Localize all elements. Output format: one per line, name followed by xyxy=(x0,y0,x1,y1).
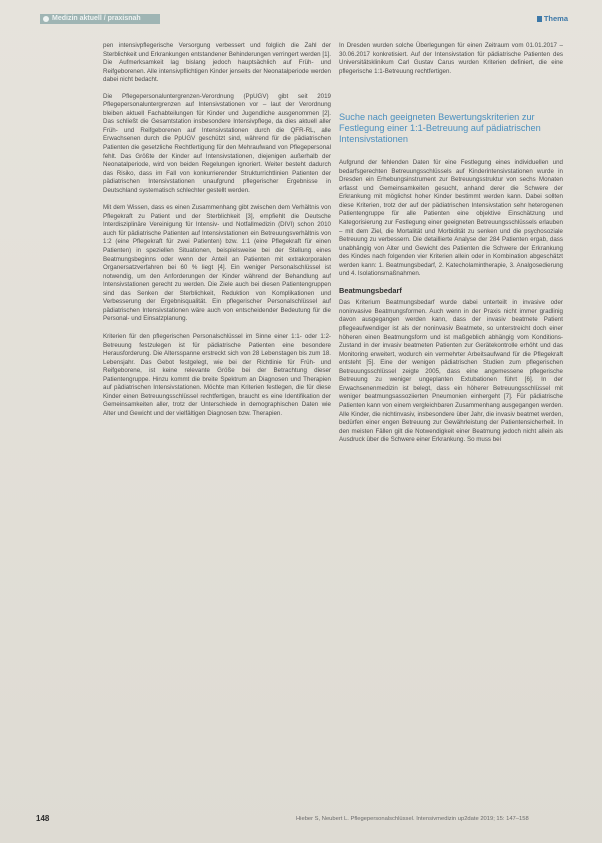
rubric-label: Medizin aktuell / praxisnah xyxy=(52,15,141,22)
right-paragraph-2: Aufgrund der fehlenden Daten für eine Festlegung eines individuellen und bedarfsgerechten Betreuungsschlüssels auf Kinderintensivstationen wurde in Dresden ein Erhebungsinstrument zur Betreuungsstruktur von sechs Monaten erfasst und Gemeinsamkeiten gesucht, anhand derer die Schwere der Erkrankung mit möglichst hoher Kinder bestimmt werden kann. Dabei sollten diese Kriterien, trotz der auf der pädiatrischen Intensivstation sehr heterogenen Patientengruppe für alle Patienten eine objektive Einschätzung und Kategorisierung zur Festlegung einer geeigneten Betreuungsschlüssels erlauben – mit dem Ziel, die Mortalität und Morbidität zu senken und die psychosoziale Betreuung zu verbessern. Die detaillierte Analyse der 284 Patienten ergab, dass unabhängig von Alter und Gewicht des Patienten die Schwere der Erkrankung des Kindes nach folgenden vier Kriterien allein oder in Kombination abgeschätzt werden kann: 1. Beatmungsbedarf, 2. Katecholamintherapie, 3. Analgosedierung und 4. Isolationsmaßnahmen. xyxy=(339,159,563,278)
section-label xyxy=(537,14,568,24)
right-paragraph-3: Das Kriterium Beatmungsbedarf wurde dabei unterteilt in invasive oder noninvasive Beatmungsformen. Auch wenn in der Praxis nicht immer gradlinig davon ausgegangen werden kann, dass der invasiv beatmete Patient pflegeaufwendiger ist als der noninvasiv Beatmete, so unterstreicht doch einer höheren einen Beatmungsform und ist maßgeblich abhängig vom Konditions-Zustand in der invasiv beatmeten Patienten zur Gerätekontrolle erhöht und das Monitoring erweitert, wodurch ein vermehrter Arbeitsaufwand für die Pflegekraft entsteht [5]. Eine der wenigen pädiatrischen Studien zum pflegerischen Betreuungsschlüssel zeigte 2005, dass eine angemessene pflegerische Betreuung zu weniger ungeplanten Extubationen führt [6]. In der Erwachsenenmedizin ist belegt, dass ein höherer Betreuungsschlüssel mit weniger beatmungsassoziierten Pneumonien einhergeht [7]. Für pädiatrische Patienten kann von einem vergleichbaren Zusammenhang ausgegangen werden. Alle Kinder, die nichtinvasiv, insbesondere über Jahr, die invasiv beatmet werden, bedürfen einer engen Betreuung zur Gewährleistung der Patientensicherheit. In den meisten Fällen gilt die Notwendigkeit einer Beatmung jedoch nicht allein als Ausdruck über die Schwere einer Erkrankung. So muss bei xyxy=(339,299,563,444)
section-subheading: Suche nach geeigneten Bewertungskriterien zur Festlegung einer 1:1-Betreuung auf pädiatrischen Intensivstationen xyxy=(339,112,541,145)
left-paragraph-2: Die Pflegepersonaluntergrenzen-Verordnung (PpUGV) gibt seit 2019 Pflegepersonaluntergrenzen auf Intensivstationen vor – laut der Verordnung bleiben aktuell Fachabteilungen für Kinder und Jugendliche ausgenommen [2]. Das schließt die Gesamtstation insbesondere Intensivpflege, da dies aktuell aller Früh- und Reifgeborenen auf Intensivstationen durch die QFR-RL, alle Erwachsenen durch die PpUGV geschützt sind, während für die pädiatrischen Patienten die gesetzliche Rechtfertigung für den Mehraufwand von Pflegepersonal fehlt. Das Größte der Kinder auf Intensivstationen, diejenigen außerhalb der Neonatalperiode, wird von beiden Regelungen ignoriert. Weiter besteht dadurch das Risiko, dass im Fall von konkurrierender Strukturrichtlinien Patienten der pädiatrischen Intensivstationen unaufgrund pflegerischer Ergebnisse in Deutschland systematisch schlechter gestellt werden. xyxy=(103,92,331,194)
left-paragraph-3: Mit dem Wissen, dass es einen Zusammenhang gibt zwischen dem Verhältnis von Pflegekraft zu Patient und der Sterblichkeit [3], empfiehlt die Deutsche Interdisziplinäre Vereinigung für Intensiv- und Notfallmedizin (DIVI) schon 2010 auch für pädiatrische Patienten auf Intensivstationen ein Betreuungsverhältnis von 1:2 (eine Pflegekraft für zwei Patienten) bzw. 1:1 (eine Pflegekraft für einen Patienten) in speziellen Situationen, beispielsweise bei der Stellung eines Beatmungsbeginns oder wenn der Anteil an Patienten mit extrakorporalen Organersatzverfahren bei 60 % liegt [4]. Ein weniger Personalschlüssel ist notwendig, um den Anforderungen der Kinder während der Behandlung auf Intensivstationen gerecht zu werden. Die Ziele auch bei diesen Patientengruppen sind das Senken der Sterblichkeit, Reduktion von Komplikationen und Verbesserung der Ergebnisqualität. Ein pflegerischer Personalschlüssel auf pädiatrischen Intensivstationen wäre auch von entscheidender Bedeutung für die Personal- und Einsatzplanung. xyxy=(103,204,331,323)
section-label-text: Thema xyxy=(543,14,568,23)
section-marker-icon xyxy=(537,16,542,22)
left-paragraph-4: Kriterien für den pflegerischen Personalschlüssel im Sinne einer 1:1- oder 1:2-Betreuung festzulegen ist für pädiatrische Patienten eine besondere Herausforderung. Die Altersspanne erstreckt sich von 28 Lebenstagen bis zum 18. Lebensjahr. Das Gebot festgelegt, wie bei der Richtlinie für Früh- und Reifgeborene, ist keine relevante Größe bei der Betrachtung dieser Patientengruppe. Hinzu kommt die breite Spektrum an Diagnosen und Therapien auf pädiatrischen Intensivstationen. Möchte man Kriterien festlegen, die für diese Kinder einen Betreuungsschlüssel rechtfertigen, braucht es eine Identifikation der Gemeinsamkeiten aller, trotz der Unterschiede in demographischen Daten wie Alter und Gewicht und der vielfältigen Diagnosen bzw. Therapien. xyxy=(103,332,331,417)
right-intro-paragraph: In Dresden wurden solche Überlegungen für einen Zeitraum vom 01.01.2017 – 30.06.2017 konkretisiert. Auf der Intensivstation für pädiatrische Patienten des Universitätsklinikum Carl Gustav Carus wurden Kriterien definiert, die eine pflegerische 1:1-Betreuung rechtfertigen. xyxy=(339,42,563,75)
heading-beatmungsbedarf: Beatmungsbedarf xyxy=(339,285,402,295)
footer-citation: Hieber S, Neubert L. Pflegepersonalschlüssel. Intensivmedizin up2date 2019; 15: 147–158 xyxy=(296,816,529,822)
left-paragraph-1: pen intensivpflegerische Versorgung verbessert und folglich die Zahl der Sterblichkeit und Erkrankungen entstandener Behinderungen verringert werden [1]. Die Aufmerksamkeit lag bislang jedoch hauptsächlich auf Früh- und Reifgeborenen. Alle intensivpflichtigen Kinder jenseits der Neonatalperiode werden dabei nicht bedacht. xyxy=(103,42,331,84)
left-column xyxy=(103,42,331,426)
rubric-tab xyxy=(40,14,160,24)
page-number: 148 xyxy=(36,814,50,823)
rubric-dot-icon xyxy=(43,16,49,22)
right-column xyxy=(339,42,563,453)
